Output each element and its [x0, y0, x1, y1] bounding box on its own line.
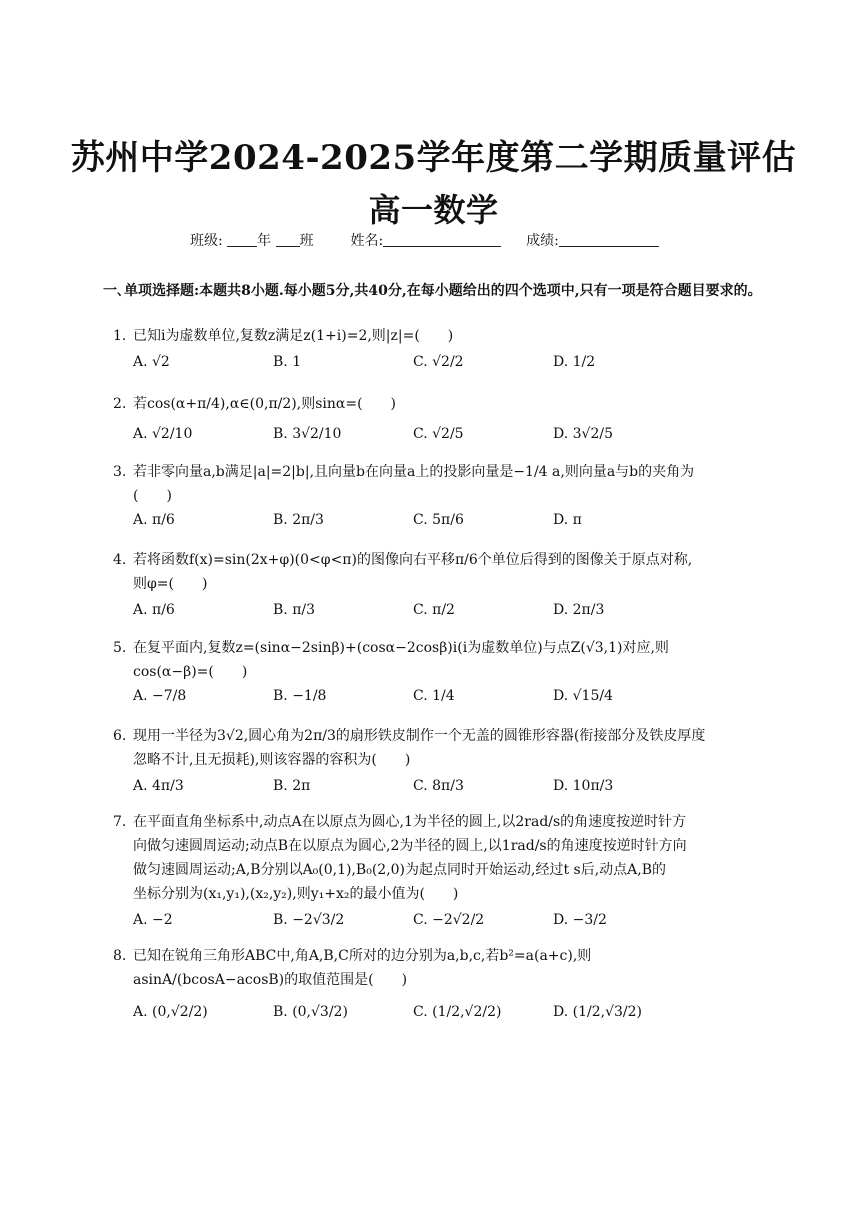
question-text: 在复平面内,复数z=(sinα−2sinβ)+(cosα−2cosβ)i(i为虚数单位)与点Z(√3,1)对应,则: [133, 640, 669, 656]
option-c[interactable]: C. π/2: [413, 602, 455, 618]
name-label: 姓名:: [350, 233, 384, 249]
option-a[interactable]: A. √2: [133, 354, 170, 370]
option-b[interactable]: B. 3√2/10: [273, 426, 342, 442]
option-b[interactable]: B. π/3: [273, 602, 316, 618]
option-a[interactable]: A. −2: [133, 912, 173, 928]
option-b[interactable]: B. −1/8: [273, 688, 327, 704]
option-b[interactable]: B. 2π/3: [273, 512, 324, 528]
section-heading: 一､单项选择题:本题共8小题.每小题5分,共40分,在每小题给出的四个选项中,只有一项是符合题目要求的。: [103, 283, 762, 299]
ban-label: 班: [299, 233, 314, 249]
option-c[interactable]: C. 8π/3: [413, 778, 464, 794]
year-blank[interactable]: [227, 232, 257, 247]
question-text-line2: 则φ=( ): [133, 576, 208, 592]
option-a[interactable]: A. (0,√2/2): [133, 1004, 208, 1020]
question-5-options: [133, 688, 773, 722]
question-4: 4. 若将函数f(x)=sin(2x+φ)(0<φ<π)的图像向右平移π/6个单位后得到的图像关于原点对称, 则φ=( ): [113, 548, 773, 596]
option-d[interactable]: D. π: [553, 512, 582, 528]
student-info-row: [190, 230, 659, 250]
question-text: 若非零向量a,b满足|a|=2|b|,且向量b在向量a上的投影向量是−1/4 a,则向量a与b的夹角为: [133, 464, 695, 480]
exam-subtitle: 高一数学: [368, 191, 499, 229]
question-8: 8. 已知在锐角三角形ABC中,角A,B,C所对的边分别为a,b,c,若b²=a(a+c),则 asinA/(bcosA−acosB)的取值范围是( ): [113, 944, 773, 992]
score-label: 成绩:: [526, 233, 559, 249]
question-2: 2. 若cos(α+π/4),α∈(0,π/2),则sinα=( ): [113, 396, 396, 412]
option-d[interactable]: D. −3/2: [553, 912, 607, 928]
option-c[interactable]: C. 1/4: [413, 688, 455, 704]
name-blank[interactable]: [383, 232, 501, 247]
option-a[interactable]: A. √2/10: [133, 426, 193, 442]
question-8-options: [133, 1004, 773, 1038]
question-text: 现用一半径为3√2,圆心角为2π/3的扇形铁皮制作一个无盖的圆锥形容器(衔接部分及铁皮厚度: [133, 728, 706, 744]
question-text: 若将函数f(x)=sin(2x+φ)(0<φ<π)的图像向右平移π/6个单位后得到的图像关于原点对称,: [133, 552, 693, 568]
question-text-line2: asinA/(bcosA−acosB)的取值范围是( ): [133, 972, 408, 988]
question-5: 5. 在复平面内,复数z=(sinα−2sinβ)+(cosα−2cosβ)i(i为虚数单位)与点Z(√3,1)对应,则 cos(α−β)=( ): [113, 636, 773, 684]
score-blank[interactable]: [559, 232, 659, 247]
question-3-options: [133, 512, 773, 546]
option-b[interactable]: B. (0,√3/2): [273, 1004, 348, 1020]
option-a[interactable]: A. 4π/3: [133, 778, 184, 794]
question-6-options: [133, 778, 773, 812]
question-3: 3. 若非零向量a,b满足|a|=2|b|,且向量b在向量a上的投影向量是−1/4 a,则向量a与b的夹角为 ( ): [113, 460, 773, 508]
option-d[interactable]: D. 10π/3: [553, 778, 614, 794]
option-c[interactable]: C. 5π/6: [413, 512, 464, 528]
question-text: 已知在锐角三角形ABC中,角A,B,C所对的边分别为a,b,c,若b²=a(a+c),则: [133, 948, 592, 964]
question-text: 在平面直角坐标系中,动点A在以原点为圆心,1为半径的圆上,以2rad/s的角速度按逆时针方: [133, 814, 687, 830]
option-c[interactable]: C. √2/5: [413, 426, 464, 442]
question-1: 1. 已知i为虚数单位,复数z满足z(1+i)=2,则|z|=( ): [113, 328, 454, 344]
question-2-options: [133, 426, 773, 460]
question-text-line3: 做匀速圆周运动;A,B分别以A₀(0,1),B₀(2,0)为起点同时开始运动,经过t s后,动点A,B的: [133, 862, 667, 878]
question-text: 已知i为虚数单位,复数z满足z(1+i)=2,则|z|=( ): [133, 328, 454, 344]
option-d[interactable]: D. 1/2: [553, 354, 596, 370]
option-b[interactable]: B. −2√3/2: [273, 912, 345, 928]
question-text-line4: 坐标分别为(x₁,y₁),(x₂,y₂),则y₁+x₂的最小值为( ): [133, 886, 459, 902]
question-text-line2: cos(α−β)=( ): [133, 664, 248, 680]
question-6: 6. 现用一半径为3√2,圆心角为2π/3的扇形铁皮制作一个无盖的圆锥形容器(衔接部分及铁皮厚度 忽略不计,且无损耗),则该容器的容积为( ): [113, 724, 773, 772]
question-text-line2: 忽略不计,且无损耗),则该容器的容积为( ): [133, 752, 411, 768]
option-a[interactable]: A. −7/8: [133, 688, 187, 704]
option-b[interactable]: B. 1: [273, 354, 302, 370]
question-text: 若cos(α+π/4),α∈(0,π/2),则sinα=( ): [133, 396, 396, 412]
class-label: 班级:: [190, 233, 223, 249]
question-text-line2: ( ): [133, 488, 172, 504]
option-d[interactable]: D. 3√2/5: [553, 426, 613, 442]
question-1-options: [133, 354, 773, 388]
year-label: 年: [257, 233, 272, 249]
question-4-options: [133, 602, 773, 636]
exam-title: 苏州中学2024-2025学年度第二学期质量评估: [70, 138, 797, 178]
option-a[interactable]: A. π/6: [133, 512, 175, 528]
class-blank[interactable]: [276, 232, 300, 247]
option-d[interactable]: D. (1/2,√3/2): [553, 1004, 642, 1020]
option-c[interactable]: C. √2/2: [413, 354, 464, 370]
option-d[interactable]: D. 2π/3: [553, 602, 605, 618]
option-c[interactable]: C. (1/2,√2/2): [413, 1004, 502, 1020]
option-d[interactable]: D. √15/4: [553, 688, 613, 704]
question-7-options: [133, 912, 773, 946]
question-text-line2: 向做匀速圆周运动;动点B在以原点为圆心,2为半径的圆上,以1rad/s的角速度按逆时针方向: [133, 838, 687, 854]
option-c[interactable]: C. −2√2/2: [413, 912, 485, 928]
question-7: 7. 在平面直角坐标系中,动点A在以原点为圆心,1为半径的圆上,以2rad/s的角速度按逆时针方 向做匀速圆周运动;动点B在以原点为圆心,2为半径的圆上,以1rad/s的角速度按逆时针方向 做匀速圆周运动;A,B分别以A₀(0,1),B₀(2,0)为起点同时开始运动,经过t s后,动点A,B的 坐标分别为(x₁,y₁),(x₂,y₂),则y₁+x₂的最小值为( ): [113, 810, 773, 906]
option-a[interactable]: A. π/6: [133, 602, 175, 618]
option-b[interactable]: B. 2π: [273, 778, 311, 794]
